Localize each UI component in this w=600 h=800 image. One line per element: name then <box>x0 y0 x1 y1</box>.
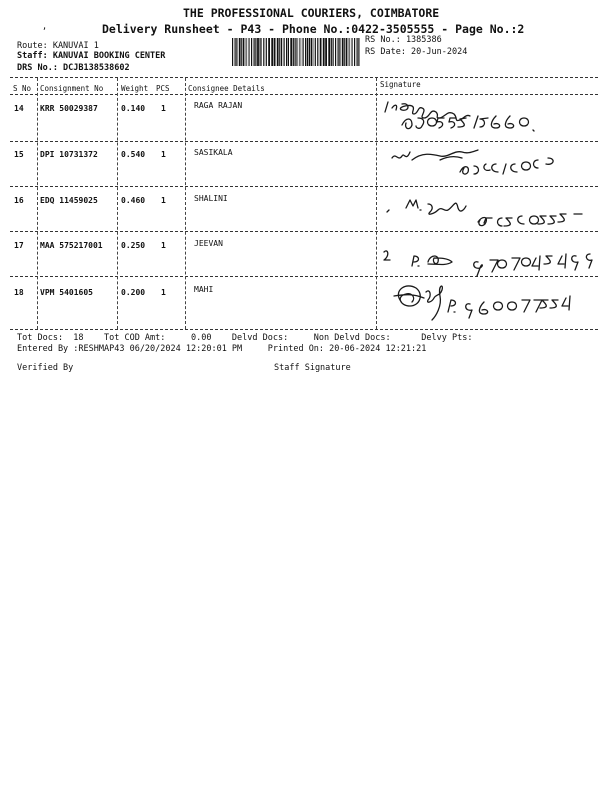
row-sno: 15 <box>14 150 24 159</box>
row-sno: 16 <box>14 196 24 205</box>
row-pcs: 1 <box>161 196 166 205</box>
row-consignment: KRR 50029387 <box>40 104 98 113</box>
col-header-consignment: Consignment No <box>40 84 104 93</box>
col-header-consignee: Consignee Details <box>188 84 265 93</box>
row-weight: 0.250 <box>121 241 146 250</box>
row-consignment: DPI 10731372 <box>40 150 98 159</box>
row-rule-16 <box>10 231 598 232</box>
staff-signature-label: Staff Signature <box>274 363 351 373</box>
runsheet-subtitle: Delivery Runsheet - P43 - Phone No.:0422-3505555 - Page No.:2 <box>102 22 525 36</box>
col-header-sno: S No <box>13 84 32 93</box>
col-header-signature: Signature <box>380 80 421 89</box>
row-weight: 0.200 <box>121 288 146 297</box>
staff-label: Staff: KANUVAI BOOKING CENTER <box>17 51 166 61</box>
col-header-pcs: PCS <box>156 84 170 93</box>
row-weight: 0.540 <box>121 150 146 159</box>
row-pcs: 1 <box>161 288 166 297</box>
drs-number: DRS No.: DCJB138538602 <box>17 63 130 73</box>
column-divider <box>376 78 377 329</box>
totals-line: Tot Docs: 18 Tot COD Amt: 0.00 Delvd Docs: Non Delvd Docs: Delvy Pts: <box>17 333 473 343</box>
verified-by-label: Verified By <box>17 363 74 373</box>
table-top-rule <box>10 77 598 78</box>
rs-date: RS Date: 20-Jun-2024 <box>365 47 468 57</box>
row-consignee: SHALINI <box>194 194 228 203</box>
row-rule-17 <box>10 276 598 277</box>
rs-number: RS No.: 1385386 <box>365 35 442 45</box>
barcode-image <box>232 38 360 66</box>
row-sno: 14 <box>14 104 24 113</box>
row-consignment: EDQ 11459025 <box>40 196 98 205</box>
row-weight: 0.140 <box>121 104 146 113</box>
entered-by-line: Entered By :RESHMAP43 06/20/2024 12:20:01 PM Printed On: 20-06-2024 12:21:21 <box>17 344 427 354</box>
row-sno: 17 <box>14 241 24 250</box>
row-consignee: RAGA RAJAN <box>194 101 243 110</box>
row-consignment: MAA 575217001 <box>40 241 103 250</box>
row-consignment: VPM 5401605 <box>40 288 93 297</box>
header-rule <box>10 94 598 95</box>
row-rule-14 <box>10 141 598 142</box>
table-bottom-rule <box>10 329 598 330</box>
row-pcs: 1 <box>161 104 166 113</box>
column-divider <box>37 78 38 329</box>
company-title: THE PROFESSIONAL COURIERS, COIMBATORE <box>183 6 440 20</box>
row-weight: 0.460 <box>121 196 146 205</box>
row-consignee: SASIKALA <box>194 148 233 157</box>
row-pcs: 1 <box>161 241 166 250</box>
row-rule-15 <box>10 186 598 187</box>
corner-mark: , <box>42 22 48 32</box>
row-pcs: 1 <box>161 150 166 159</box>
row-sno: 18 <box>14 288 24 297</box>
column-divider <box>185 78 186 329</box>
column-divider <box>117 78 118 329</box>
row-consignee: MAHI <box>194 285 214 294</box>
col-header-weight: Weight <box>121 84 149 93</box>
row-consignee: JEEVAN <box>194 239 223 248</box>
route-label: Route: KANUVAI 1 <box>17 41 99 51</box>
